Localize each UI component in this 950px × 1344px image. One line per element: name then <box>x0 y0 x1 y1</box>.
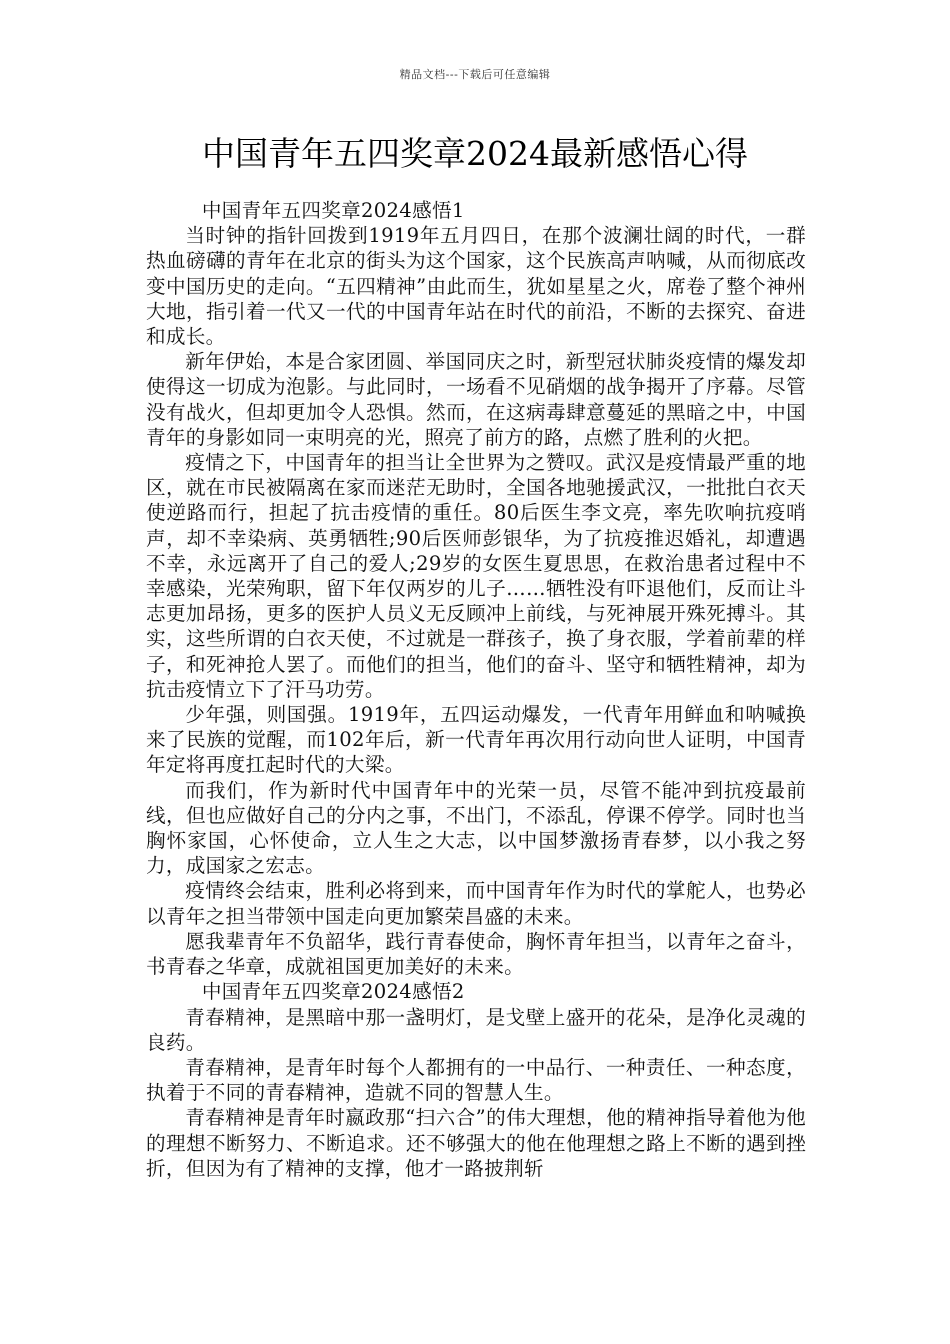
paragraph: 青春精神是青年时嬴政那“扫六合”的伟大理想，他的精神指导着他为他的理想不断努力、不断追求。还不够强大的他在他理想之路上不断的遇到挫折，但因为有了精神的支撑，他才一路披荆斩 <box>146 1106 806 1180</box>
paragraph: 青春精神，是青年时每个人都拥有的一中品行、一种责任、一种态度，执着于不同的青春精神，造就不同的智慧人生。 <box>146 1055 806 1105</box>
document-body <box>146 198 806 1181</box>
header-note: 精品文档---下载后可任意编辑 <box>399 68 551 81</box>
paragraph: 而我们，作为新时代中国青年中的光荣一员，尽管不能冲到抗疫最前线，但也应做好自己的分内之事，不出门，不添乱，停课不停学。同时也当胸怀家国，心怀使命，立人生之大志，以中国梦激扬青春梦，以小我之努力，成国家之宏志。 <box>146 778 806 878</box>
paragraph: 疫情之下，中国青年的担当让全世界为之赞叹。武汉是疫情最严重的地区，就在市民被隔离在家而迷茫无助时，全国各地驰援武汉，一批批白衣天使逆路而行，担起了抗击疫情的重任。80后医生李文亮，率先吹响抗疫哨声，却不幸染病、英勇牺牲;90后医师彭银华，为了抗疫推迟婚礼，却遭遇不幸，永远离开了自己的爱人;29岁的女医生夏思思，在救治患者过程中不幸感染，光荣殉职，留下年仅两岁的儿子……牺牲没有吓退他们，反而让斗志更加昂扬，更多的医护人员义无反顾冲上前线，与死神展开殊死搏斗。其实，这些所谓的白衣天使，不过就是一群孩子，换了身衣服，学着前辈的样子，和死神抢人罢了。而他们的担当，他们的奋斗、坚守和牺牲精神，却为抗击疫情立下了汗马功劳。 <box>146 451 806 701</box>
section-heading-1: 中国青年五四奖章2024感悟1 <box>201 199 465 222</box>
paragraph: 新年伊始，本是合家团圆、举国同庆之时，新型冠状肺炎疫情的爆发却使得这一切成为泡影。与此同时，一场看不见硝烟的战争揭开了序幕。尽管没有战火，但却更加令人恐惧。然而，在这病毒肆意蔓延的黑暗之中，中国青年的身影如同一束明亮的光，照亮了前方的路，点燃了胜利的火把。 <box>146 350 806 449</box>
paragraph: 青春精神，是黑暗中那一盏明灯，是戈壁上盛开的花朵，是净化灵魂的良药。 <box>146 1005 806 1054</box>
paragraph: 当时钟的指针回拨到1919年五月四日，在那个波澜壮阔的时代，一群热血磅礴的青年在北京的街头为这个国家，这个民族高声呐喊，从而彻底改变中国历史的走向。“五四精神”由此而生，犹如星星之火，席卷了整个神州大地，指引着一代又一代的中国青年站在时代的前沿，不断的去探究、奋进和成长。 <box>146 224 806 349</box>
paragraph: 愿我辈青年不负韶华，践行青春使命，胸怀青年担当，以青年之奋斗，书青春之华章，成就祖国更加美好的未来。 <box>146 929 806 979</box>
page-title: 中国青年五四奖章2024最新感悟心得 <box>202 134 748 173</box>
paragraph: 疫情终会结束，胜利必将到来，而中国青年作为时代的掌舵人，也势必以青年之担当带领中国走向更加繁荣昌盛的未来。 <box>146 879 806 928</box>
section-heading-2: 中国青年五四奖章2024感悟2 <box>201 980 465 1004</box>
paragraph: 少年强，则国强。1919年，五四运动爆发，一代青年用鲜血和呐喊换来了民族的觉醒，而102年后，新一代青年再次用行动向世人证明，中国青年定将再度扛起时代的大梁。 <box>146 703 806 777</box>
